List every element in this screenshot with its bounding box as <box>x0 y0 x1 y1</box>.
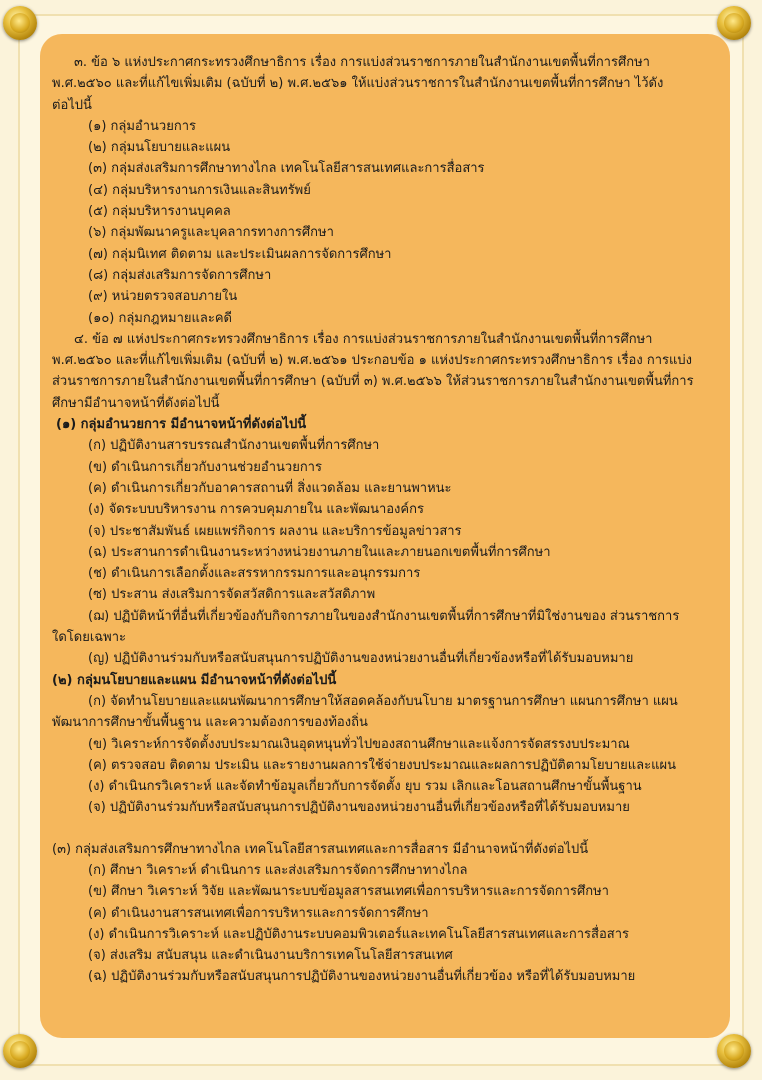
item4-line-1: ๔. ข้อ ๗ แห่งประกาศกระทรวงศึกษาธิการ เรื่อง การแบ่งส่วนราชการภายในสำนักงานเขตพื้นที่การศึกษา <box>74 331 653 347</box>
list-item: (ฉ) ประสานการดำเนินงานระหว่างหน่วยงานภายในและภายนอกเขตพื้นที่การศึกษา <box>88 544 551 560</box>
list-item: (๖) กลุ่มพัฒนาครูและบุคลากรทางการศึกษา <box>88 225 334 241</box>
list-item: (ง) จัดระบบบริหารงาน การควบคุมภายใน และพัฒนาองค์กร <box>88 502 424 518</box>
corner-stud-top-left <box>3 6 37 40</box>
list-item: (ค) ตรวจสอบ ติดตาม ประเมิน และรายงานผลการใช้จ่ายงบประมาณและผลการปฏิบัติตามโยบายและแผน <box>88 757 676 773</box>
list-item: (ช) ดำเนินการเลือกตั้งและสรรหากรรมการและอนุกรรมการ <box>88 566 421 582</box>
list-item: (ซ) ประสาน ส่งเสริมการจัดสวัสดิการและสวัสดิภาพ <box>88 587 376 603</box>
list-item: (ง) ดำเนินการวิเคราะห์ และปฏิบัติงานระบบคอมพิวเตอร์และเทคโนโลยีสารสนเทศและการสื่อสาร <box>88 926 629 942</box>
item4-line-2: พ.ศ.๒๕๖๐ และที่แก้ไขเพิ่มเติม (ฉบับที่ ๒) พ.ศ.๒๕๖๑ ประกอบข้อ ๑ แห่งประกาศกระทรวงศึกษาธิการ เรื่อง การแบ่ง <box>52 353 692 369</box>
list-item: (ฉ) ปฏิบัติงานร่วมกับหรือสนับสนุนการปฏิบัติงานของหน่วยงานอื่นที่เกี่ยวข้อง หรือที่ได้รับมอบหมาย <box>88 969 636 985</box>
section-gap <box>52 819 724 839</box>
list-item: (ข) ศึกษา วิเคราะห์ วิจัย และพัฒนาระบบข้อมูลสารสนเทศเพื่อการบริหารและการจัดการศึกษา <box>88 884 609 900</box>
list-item: (ค) ดำเนินการเกี่ยวกับอาคารสถานที่ สิ่งแวดล้อม และยานพาหนะ <box>88 480 452 496</box>
list-item: (๒) กลุ่มนโยบายและแผน <box>88 140 231 156</box>
list-item: (๑๐) กลุ่มกฎหมายและคดี <box>88 310 232 326</box>
group1-heading: (๑) กลุ่มอำนวยการ มีอำนาจหน้าที่ดังต่อไปนี้ <box>56 417 307 433</box>
corner-stud-bottom-left <box>3 1034 37 1068</box>
list-item: (๕) กลุ่มบริหารงานบุคคล <box>88 204 231 220</box>
corner-stud-bottom-right <box>717 1034 751 1068</box>
list-item: (๑) กลุ่มอำนวยการ <box>88 118 196 134</box>
list-item: (ก) ศึกษา วิเคราะห์ ดำเนินการ และส่งเสริมการจัดการศึกษาทางไกล <box>88 862 468 878</box>
list-item: (ข) วิเคราะห์การจัดตั้งงบประมาณเงินอุดหนุนทั่วไปของสถานศึกษาและแจ้งการจัดสรรงบประมาณ <box>88 736 630 752</box>
list-item: (ก) ปฏิบัติงานสารบรรณสำนักงานเขตพื้นที่การศึกษา <box>88 438 380 454</box>
list-item-continuation: ใดโดยเฉพาะ <box>52 630 126 646</box>
item4-line-4: ศึกษามีอำนาจหน้าที่ดังต่อไปนี้ <box>52 395 220 411</box>
item3-line-3: ต่อไปนี้ <box>52 97 92 113</box>
list-item: (๔) กลุ่มบริหารงานการเงินและสินทรัพย์ <box>88 182 311 198</box>
list-item: (จ) ส่งเสริม สนับสนุน และดำเนินงานบริการเทคโนโลยีสารสนเทศ <box>88 948 453 964</box>
list-item: (ข) ดำเนินการเกี่ยวกับงานช่วยอำนวยการ <box>88 459 322 475</box>
list-item: (๗) กลุ่มนิเทศ ติดตาม และประเมินผลการจัดการศึกษา <box>88 246 392 262</box>
list-item: (ญ) ปฏิบัติงานร่วมกับหรือสนับสนุนการปฏิบัติงานของหน่วยงานอื่นที่เกี่ยวข้องหรือที่ได้รับมอบหมาย <box>88 651 634 667</box>
list-item: (ค) ดำเนินงานสารสนเทศเพื่อการบริหารและการจัดการศึกษา <box>88 905 429 921</box>
document-body <box>52 52 724 988</box>
list-item: (จ) ปฏิบัติงานร่วมกับหรือสนับสนุนการปฏิบัติงานของหน่วยงานอื่นที่เกี่ยวข้องหรือที่ได้รับมอบหมาย <box>88 800 630 816</box>
list-item: (ง) ดำเนินกรวิเคราะห์ และจัดทำข้อมูลเกี่ยวกับการจัดตั้ง ยุบ รวม เลิกและโอนสถานศึกษาขั้นพื้นฐาน <box>88 779 642 795</box>
item3-line-2: พ.ศ.๒๕๖๐ และที่แก้ไขเพิ่มเติม (ฉบับที่ ๒) พ.ศ.๒๕๖๑ ให้แบ่งส่วนราชการในสำนักงานเขตพื้นที่การศึกษา ไว้ดัง <box>52 76 664 92</box>
group2-heading: (๒) กลุ่มนโยบายและแผน มีอำนาจหน้าที่ดังต่อไปนี้ <box>52 672 337 688</box>
list-item: (จ) ประชาสัมพันธ์ เผยแพร่กิจการ ผลงาน และบริการข้อมูลข่าวสาร <box>88 523 462 539</box>
list-item: (๘) กลุ่มส่งเสริมการจัดการศึกษา <box>88 267 272 283</box>
item3-line-1: ๓. ข้อ ๖ แห่งประกาศกระทรวงศึกษาธิการ เรื่อง การแบ่งส่วนราชการภายในสำนักงานเขตพื้นที่การศึกษา <box>74 55 650 70</box>
list-item: (ก) จัดทำนโยบายและแผนพัฒนาการศึกษาให้สอดคล้องกับนโบาย มาตรฐานการศึกษา แผนการศึกษา แผน <box>88 693 678 709</box>
list-item-continuation: พัฒนาการศึกษาขั้นพื้นฐาน และความต้องการของท้องถิ่น <box>52 715 368 731</box>
list-item: (๙) หน่วยตรวจสอบภายใน <box>88 289 238 305</box>
item4-line-3: ส่วนราชการภายในสำนักงานเขตพื้นที่การศึกษา (ฉบับที่ ๓) พ.ศ.๒๕๖๖ ให้ส่วนราชการภายในสำนักงานเขตพื้นที่การ <box>52 374 694 390</box>
list-item: (ฌ) ปฏิบัติหน้าที่อื่นที่เกี่ยวข้องกับกิจการภายในของสำนักงานเขตพื้นที่การศึกษาที่มิใช่งานของ ส่วนราชการ <box>88 608 680 624</box>
list-item: (๓) กลุ่มส่งเสริมการศึกษาทางไกล เทคโนโลยีสารสนเทศและการสื่อสาร <box>88 161 485 177</box>
group3-heading: (๓) กลุ่มส่งเสริมการศึกษาทางไกล เทคโนโลยีสารสนเทศและการสื่อสาร มีอำนาจหน้าที่ดังต่อไปนี้ <box>52 841 589 857</box>
corner-stud-top-right <box>717 6 751 40</box>
